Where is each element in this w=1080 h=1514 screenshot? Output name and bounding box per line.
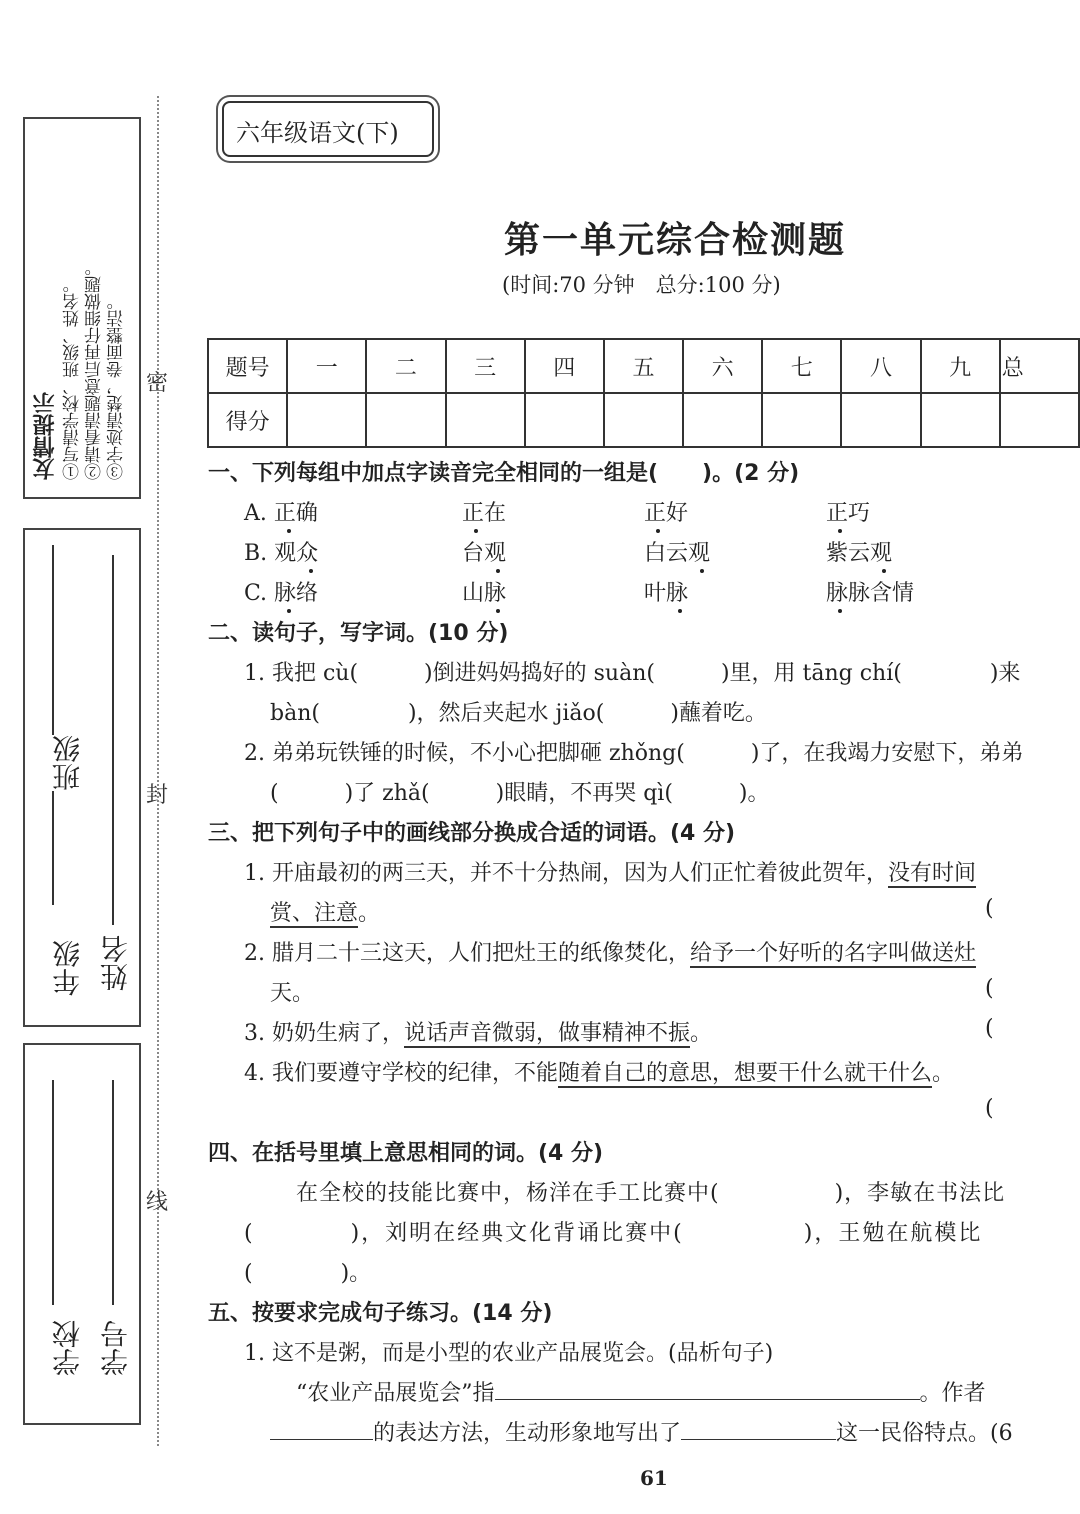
score-header-cell: 五 — [604, 339, 683, 393]
emphasis-dot — [700, 569, 704, 573]
score-cell[interactable] — [446, 393, 525, 447]
q5-line-1: 1. 这不是粥，而是小型的农业产品展览会。(品析句子) — [244, 1341, 774, 1366]
answer-paren[interactable]: ( — [985, 896, 994, 921]
q3-line-4: 天。 — [270, 981, 315, 1006]
tip-2: ②请看清题意后再仔细做题。 — [85, 259, 105, 480]
q4-line-1: 在全校的技能比赛中，杨洋在手工比赛中( )，李敏在书法比 — [296, 1181, 1006, 1206]
score-header-cell: 七 — [762, 339, 841, 393]
score-header-cell: 九 — [921, 339, 1000, 393]
q3-text: 3. 奶奶生病了， — [244, 1021, 404, 1046]
q3-line-2 — [270, 896, 380, 927]
grade-label: 年级 — [51, 940, 84, 996]
q1-option-c-1: C. 脉络 — [244, 581, 319, 606]
q4-line-3: ( )。 — [244, 1261, 372, 1286]
number-label: 学号 — [99, 1320, 132, 1376]
q1-option-b-1: B. 观众 — [244, 541, 319, 566]
score-header-cell: 三 — [446, 339, 525, 393]
q3-text: 。 — [932, 1061, 955, 1086]
answer-blank[interactable] — [270, 1417, 373, 1440]
name-label: 姓名 — [99, 935, 132, 991]
answer-blank[interactable] — [495, 1377, 920, 1400]
q5-text: 这一民俗特点。(6 — [836, 1421, 1013, 1446]
seal-xian: 线 — [146, 1190, 169, 1215]
score-cell[interactable] — [287, 393, 366, 447]
score-header-row — [208, 339, 1079, 393]
q3-underlined-text: 给予一个好听的名字叫做送灶 — [690, 941, 977, 966]
score-cell[interactable] — [762, 393, 841, 447]
q2-line-4: ( )了 zhǎ( )眼睛，不再哭 qì( )。 — [270, 781, 770, 806]
emphasis-dot — [838, 529, 842, 533]
emphasis-dot — [678, 609, 682, 613]
school-line[interactable] — [52, 1080, 54, 1305]
q2-line-3: 2. 弟弟玩铁锤的时候，不小心把脚砸 zhǒng( )了，在我竭力安慰下，弟弟 — [244, 741, 1024, 766]
q3-heading: 三、把下列句子中的画线部分换成合适的词语。(4 分) — [208, 821, 736, 846]
q1-option-b-4: 紫云观 — [826, 541, 893, 566]
seal-mi: 密 — [146, 371, 169, 396]
score-cell[interactable] — [921, 393, 1000, 447]
q3-underlined-text: 说话声音微弱，做事精神不振 — [403, 1021, 690, 1046]
q5-text: “农业产品展览会”指 — [296, 1381, 495, 1406]
page-number: 61 — [640, 1466, 668, 1490]
score-cell[interactable] — [604, 393, 683, 447]
emphasis-dot — [287, 529, 291, 533]
score-cell[interactable] — [525, 393, 604, 447]
score-label-cell: 得分 — [208, 393, 287, 447]
q2-line-2: bàn( )，然后夹起水 jiǎo( )蘸着吃。 — [270, 701, 767, 726]
answer-blank[interactable] — [681, 1417, 836, 1440]
q2-heading: 二、读句子，写字词。(10 分) — [208, 621, 509, 646]
emphasis-dot — [838, 609, 842, 613]
q3-line-3 — [244, 936, 976, 967]
score-header-cell: 八 — [841, 339, 920, 393]
number-line[interactable] — [112, 1080, 114, 1305]
q1-option-b-2: 台观 — [462, 541, 507, 566]
binding-dotted-line — [157, 96, 159, 1446]
q3-line-5 — [244, 1016, 712, 1047]
q3-underlined-text: 没有时间 — [888, 861, 977, 886]
answer-paren[interactable]: ( — [985, 1016, 994, 1041]
score-cell[interactable] — [841, 393, 920, 447]
q1-option-b-3: 白云观 — [644, 541, 711, 566]
score-header-cell: 一 — [287, 339, 366, 393]
tips-title: 友情提示 — [33, 392, 58, 480]
q4-line-2: ( )，刘明在经典文化背诵比赛中( )，王勉在航模比 — [244, 1221, 983, 1246]
emphasis-dot — [309, 569, 313, 573]
q4-heading: 四、在括号里填上意思相同的词。(4 分) — [208, 1141, 604, 1166]
school-label: 学校 — [51, 1320, 84, 1376]
emphasis-dot — [287, 609, 291, 613]
q3-line-6 — [244, 1056, 954, 1087]
q5-line-2 — [296, 1376, 986, 1407]
q3-text: 2. 腊月二十三这天，人们把灶王的纸像焚化， — [244, 941, 690, 966]
q5-text: 。作者 — [919, 1381, 986, 1406]
score-header-cell: 六 — [683, 339, 762, 393]
q1-option-c-4: 脉脉含情 — [826, 581, 915, 606]
score-value-row — [208, 393, 1079, 447]
grade-line[interactable] — [52, 545, 54, 905]
q2-line-1: 1. 我把 cù( )倒进妈妈捣好的 suàn( )里，用 tāng chí( )来 — [244, 661, 1021, 686]
q5-heading: 五、按要求完成句子练习。(14 分) — [208, 1301, 553, 1326]
score-cell[interactable] — [683, 393, 762, 447]
tip-3: ③字迹清楚，卷面整洁。 — [107, 293, 127, 480]
page-title: 第一单元综合检测题 — [503, 219, 846, 261]
q5-line-3 — [270, 1416, 1013, 1447]
score-header-cell: 题号 — [208, 339, 287, 393]
answer-paren[interactable]: ( — [985, 976, 994, 1001]
name-line[interactable] — [112, 555, 114, 925]
emphasis-dot — [656, 529, 660, 533]
emphasis-dot — [882, 569, 886, 573]
score-header-cell: 二 — [366, 339, 445, 393]
class-label: 班级 — [48, 735, 88, 791]
emphasis-dot — [496, 569, 500, 573]
q1-heading: 一、下列每组中加点字读音完全相同的一组是( )。(2 分) — [208, 461, 800, 486]
score-table — [207, 338, 1080, 448]
seal-feng: 封 — [146, 783, 169, 808]
subject-badge — [222, 101, 434, 157]
q1-option-a-3: 正好 — [644, 501, 689, 526]
q1-option-a-2: 正在 — [462, 501, 507, 526]
q1-option-c-2: 山脉 — [462, 581, 507, 606]
score-cell[interactable] — [366, 393, 445, 447]
q1-option-a-1: A. 正确 — [244, 501, 318, 526]
q3-text: 。 — [358, 901, 381, 926]
q3-underlined-text: 随着自己的意思，想要干什么就干什么 — [557, 1061, 932, 1086]
emphasis-dot — [496, 609, 500, 613]
q3-text: 4. 我们要遵守学校的纪律，不能 — [244, 1061, 558, 1086]
q3-text: 。 — [690, 1021, 713, 1046]
score-cell[interactable] — [1000, 393, 1079, 447]
score-header-cell: 总 — [1000, 339, 1079, 393]
page-subtitle: (时间:70 分钟 总分:100 分) — [502, 273, 781, 297]
subject-label: 六年级语文(下) — [236, 119, 399, 147]
q5-text: 的表达方法，生动形象地写出了 — [373, 1421, 682, 1446]
emphasis-dot — [474, 529, 478, 533]
q1-option-a-4: 正巧 — [826, 501, 871, 526]
score-header-cell: 四 — [525, 339, 604, 393]
q1-option-c-3: 叶脉 — [644, 581, 689, 606]
q3-text: 1. 开庙最初的两三天，并不十分热闹，因为人们正忙着彼此贺年， — [244, 861, 888, 886]
q3-underlined-text: 赏、注意 — [270, 901, 359, 926]
q3-line-1 — [244, 856, 976, 887]
tip-1: ①写清学校、班级、姓名。 — [63, 276, 83, 480]
answer-paren[interactable]: ( — [985, 1096, 994, 1121]
